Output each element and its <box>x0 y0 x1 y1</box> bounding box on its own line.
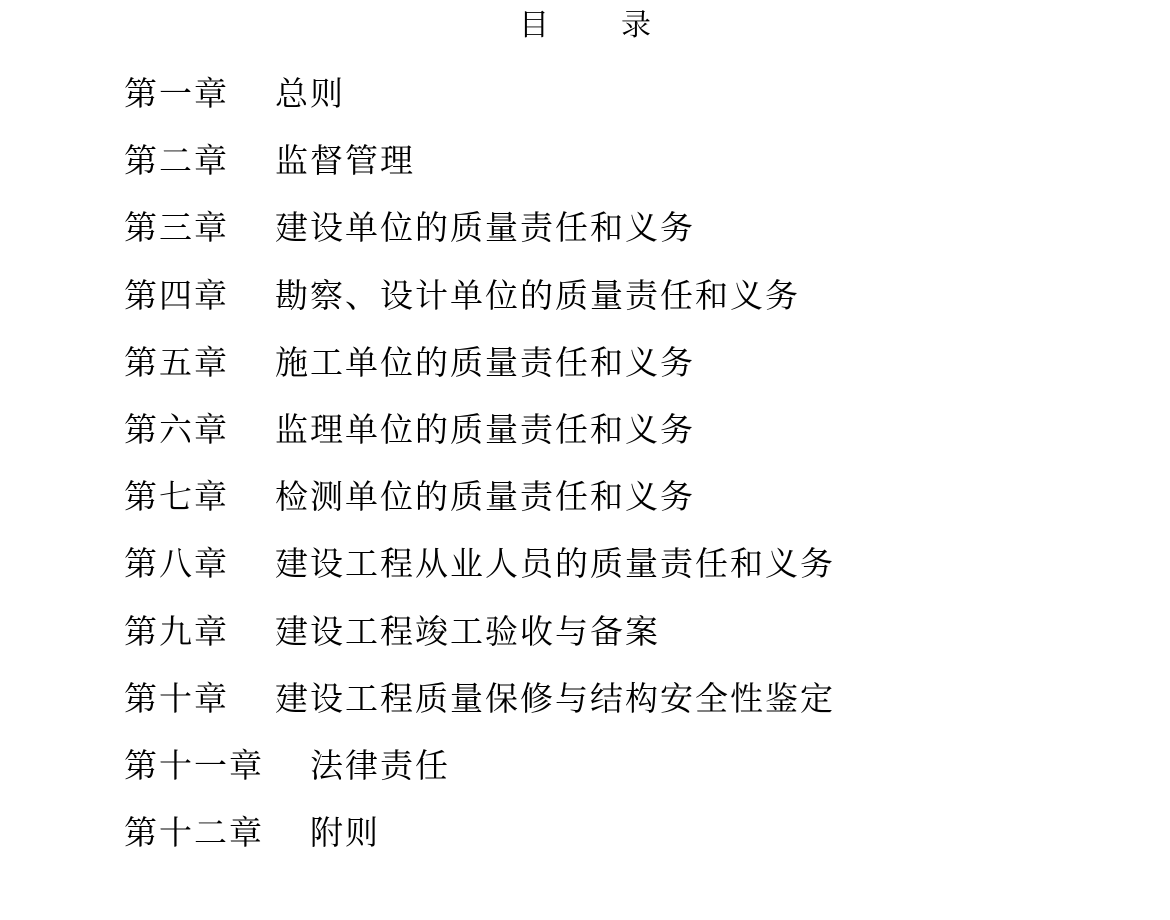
chapter-number: 第六章 <box>124 409 229 449</box>
toc-entry[interactable] <box>124 408 835 475</box>
toc-title <box>0 6 1170 46</box>
chapter-title: 建设工程从业人员的质量责任和义务 <box>275 544 835 584</box>
chapter-title: 施工单位的质量责任和义务 <box>275 342 695 382</box>
chapter-title: 建设单位的质量责任和义务 <box>275 208 695 248</box>
chapter-number: 第三章 <box>124 208 229 248</box>
chapter-number: 第七章 <box>124 477 229 517</box>
toc-entry[interactable] <box>124 341 835 408</box>
toc-entry[interactable] <box>124 139 835 206</box>
chapter-number: 第二章 <box>124 141 229 181</box>
chapter-title: 建设工程竣工验收与备案 <box>275 611 660 651</box>
chapter-number: 第十一章 <box>124 745 264 785</box>
chapter-title: 附则 <box>310 813 380 853</box>
toc-entry[interactable] <box>124 274 835 341</box>
chapter-number: 第四章 <box>124 275 229 315</box>
chapter-number: 第一章 <box>124 74 229 113</box>
chapter-title: 监督管理 <box>275 141 415 181</box>
toc-entry[interactable] <box>124 811 835 878</box>
chapter-number: 第九章 <box>124 611 229 651</box>
toc-list <box>124 72 835 878</box>
toc-entry[interactable] <box>124 475 835 542</box>
toc-entry[interactable] <box>124 677 835 744</box>
toc-title-char-1: 目 <box>519 8 549 43</box>
toc-entry[interactable] <box>124 610 835 677</box>
chapter-title: 监理单位的质量责任和义务 <box>275 409 695 449</box>
chapter-title: 检测单位的质量责任和义务 <box>275 477 695 517</box>
chapter-number: 第五章 <box>124 342 229 382</box>
toc-entry[interactable] <box>124 72 835 139</box>
chapter-number: 第十章 <box>124 678 229 718</box>
toc-entry[interactable] <box>124 206 835 273</box>
chapter-title: 建设工程质量保修与结构安全性鉴定 <box>275 678 835 718</box>
chapter-title: 总则 <box>275 74 345 113</box>
chapter-number: 第八章 <box>124 544 229 584</box>
toc-entry[interactable] <box>124 744 835 811</box>
toc-title-char-2: 录 <box>621 8 651 43</box>
chapter-title: 勘察、设计单位的质量责任和义务 <box>275 275 800 315</box>
toc-entry[interactable] <box>124 542 835 609</box>
chapter-number: 第十二章 <box>124 813 264 853</box>
chapter-title: 法律责任 <box>310 745 450 785</box>
